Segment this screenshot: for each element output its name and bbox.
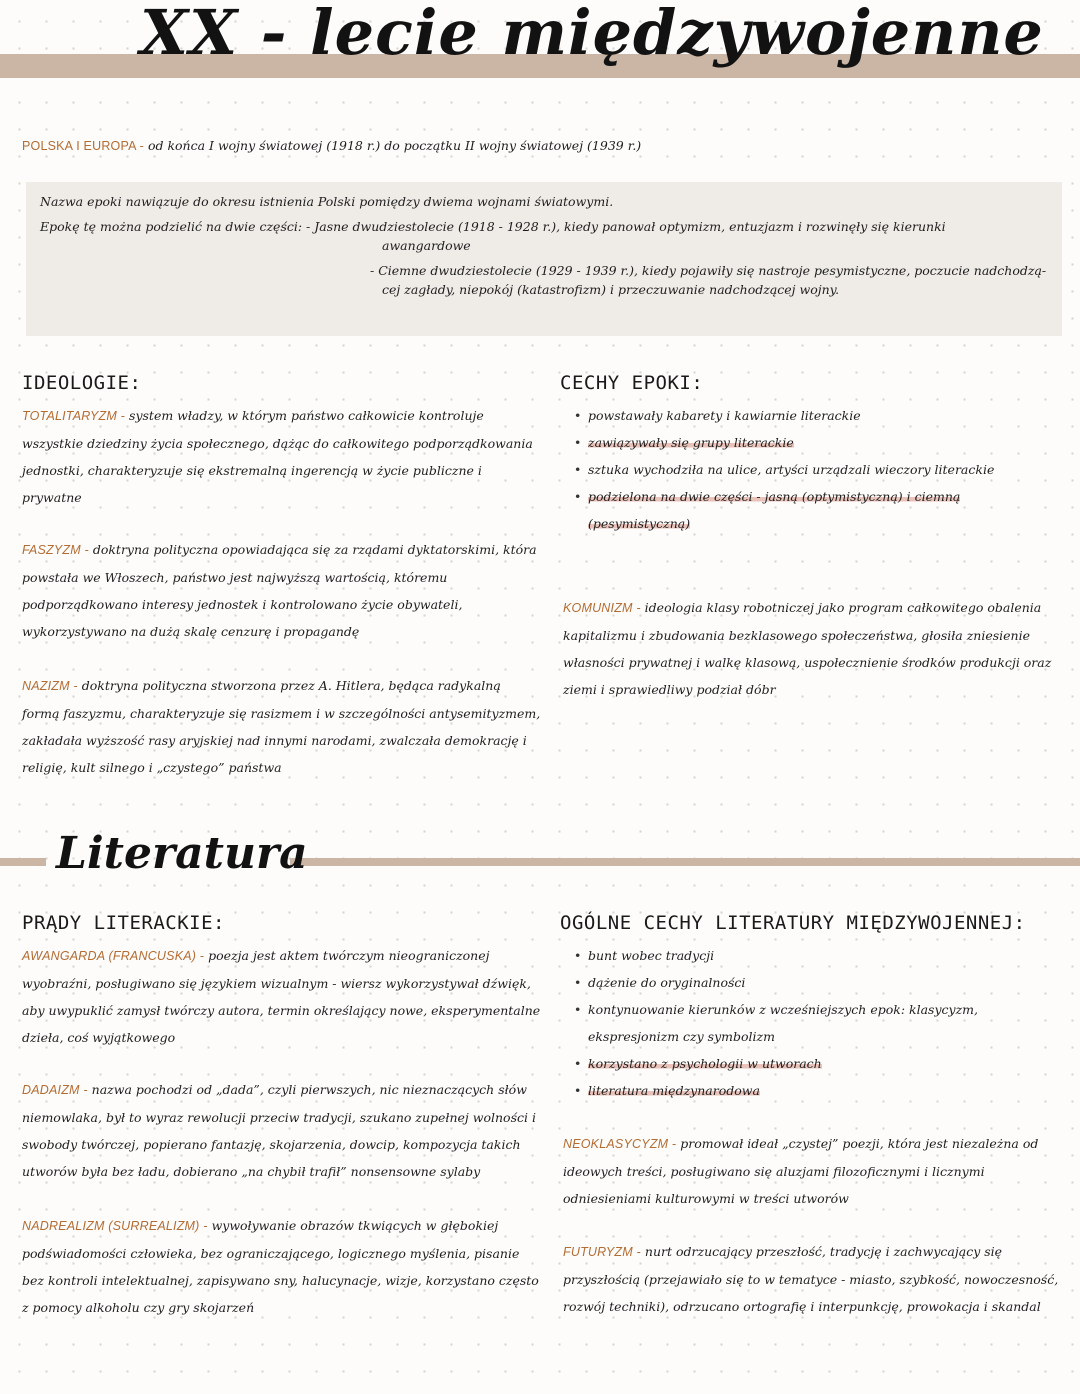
era-line-3b: cej zagłady, niepokój (katastrofizm) i przeczuwanie nadchodzącej wojny. — [382, 282, 840, 297]
awangarda-entry — [22, 942, 542, 1051]
prady-heading: PRĄDY LITERACKIE: — [22, 912, 225, 934]
totalitaryzm-label: TOTALITARYZM - — [22, 409, 126, 423]
list-item: • literatura międzynarodowa — [574, 1077, 1066, 1104]
list-item: • dążenie do oryginalności — [574, 969, 1066, 996]
literatura-divider-left — [0, 858, 46, 866]
ogolne-cechy-heading: OGÓLNE CECHY LITERATURY MIĘDZYWOJENNEJ: — [560, 912, 1026, 934]
komunizm-label: KOMUNIZM - — [563, 601, 641, 615]
era-line-2b: awangardowe — [382, 238, 471, 253]
literatura-divider-right — [290, 858, 1080, 866]
komunizm-text: ideologia klasy robotniczej jako program całkowitego obalenia kapitalizmu i zbudowania bezklasowego społeczeństwa, głosiła zniesienie własności prywatnej i walkę klasową, uspołecznienie środków produkcji oraz ziemi i sprawiedliwy podział dóbr — [563, 600, 1052, 697]
faszyzm-label: FASZYZM - — [22, 543, 89, 557]
era-description-box — [26, 182, 1062, 336]
ogolne-cechy-list-wrap — [574, 942, 1066, 1104]
list-item: • bunt wobec tradycji — [574, 942, 1066, 969]
neoklasycyzm-label: NEOKLASYCYZM - — [563, 1137, 677, 1151]
komunizm-entry — [563, 594, 1063, 703]
futuryzm-label: FUTURYZM - — [563, 1245, 641, 1259]
neoklasycyzm-entry — [563, 1130, 1063, 1212]
neoklasycyzm-text: promował ideał „czystej” poezji, która jest niezależna od ideowych treści, posługiwano się aluzjami filozoficznymi i licznymi odniesieniami kulturowymi w treści utworów — [563, 1136, 1039, 1206]
list-item: • powstawały kabarety i kawiarnie literackie — [574, 402, 1064, 429]
ideologie-heading: IDEOLOGIE: — [22, 372, 142, 394]
dadaizm-label: DADAIZM - — [22, 1083, 88, 1097]
awangarda-text: poezja jest aktem twórczym nieograniczonej wyobraźni, posługiwano się językiem wizualnym - wiersz wykorzystywał dźwięk, aby uwypuklić zamysł twórczy autora, termin określający nowe, eksperymentalne dzieła, coś wyjątkowego — [22, 948, 541, 1045]
totalitaryzm-entry — [22, 402, 542, 511]
cechy-epoki-heading: CECHY EPOKI: — [560, 372, 704, 394]
awangarda-label: AWANGARDA (FRANCUSKA) - — [22, 949, 205, 963]
cechy-epoki-list — [574, 402, 1064, 537]
list-item: • kontynuowanie kierunków z wcześniejszych epok: klasycyzm, ekspresjonizm czy symbolizm — [574, 996, 1066, 1050]
period-label: POLSKA I EUROPA - — [22, 139, 144, 153]
literatura-title: Literatura — [56, 828, 308, 879]
totalitaryzm-text: system władzy, w którym państwo całkowicie kontroluje wszystkie dziedziny życia społecznego, dążąc do całkowitego podporządkowania jednostki, charakteryzuje się ekstremalną ingerencją w życie publiczne i prywatne — [22, 408, 533, 505]
cechy-epoki-list-wrap — [574, 402, 1064, 537]
era-line-3: - Ciemne dwudziestolecie (1929 - 1939 r.), kiedy pojawiły się nastroje pesymistyczne, poczucie nadchodzą- — [370, 263, 1047, 278]
list-item: • korzystano z psychologii w utworach — [574, 1050, 1066, 1077]
nadrealizm-text: wywoływanie obrazów tkwiących w głębokiej podświadomości człowieka, bez ograniczającego, logicznego myślenia, pisanie bez kontroli intelektualnej, zapisywano sny, halucynacje, wizje, korzystano często z pomocy alkoholu czy gry skojarzeń — [22, 1218, 539, 1315]
list-item: • zawiązywały się grupy literackie — [574, 429, 1064, 456]
dadaizm-entry — [22, 1076, 542, 1185]
futuryzm-text: nurt odrzucający przeszłość, tradycję i zachwycający się przyszłością (przejawiało się to w tematyce - miasto, szybkość, nowoczesność, rozwój techniki), odrzucano ortografię i interpunkcję, prowokacja i skandal — [563, 1244, 1059, 1314]
nazizm-label: NAZIZM - — [22, 679, 78, 693]
page-title: XX - lecie międzywojenne — [140, 0, 1044, 69]
futuryzm-entry — [563, 1238, 1063, 1320]
nazizm-text: doktryna polityczna stworzona przez A. Hitlera, będąca radykalną formą faszyzmu, charakteryzuje się rasizmem i w szczególności antysemityzmem, zakładała wyższość rasy aryjskiej nad innymi narodami, zwalczała demokrację i religię, kult silnego i „czystego” państwa — [22, 678, 541, 775]
dadaizm-text: nazwa pochodzi od „dada”, czyli pierwszych, nic nieznaczących słów niemowlaka, był to wyraz rewolucji przeciw tradycji, szukano zupełnej wolności i swobody twórczej, popierano fantazję, skojarzenia, dowcip, kompozycja takich utworów była bez ładu, dobierano „na chybił trafił” nonsensowne sylaby — [22, 1082, 536, 1179]
faszyzm-text: doktryna polityczna opowiadająca się za rządami dyktatorskimi, która powstała we Włoszech, państwo jest najwyższą wartością, któremu podporządkowano interesy jednostek i kontrolowano życie obywateli, wykorzystywano na dużą skalę cenzurę i propagandę — [22, 542, 537, 639]
era-line-2: Epokę tę można podzielić na dwie części: - Jasne dwudziestolecie (1918 - 1928 r.), kiedy panował optymizm, entuzjazm i rozwinęły się kierunki — [40, 219, 946, 234]
ogolne-cechy-list — [574, 942, 1066, 1104]
period-text: od końca I wojny światowej (1918 r.) do początku II wojny światowej (1939 r.) — [147, 138, 642, 153]
list-item: • sztuka wychodziła na ulice, artyści urządzali wieczory literackie — [574, 456, 1064, 483]
nadrealizm-entry — [22, 1212, 542, 1321]
nadrealizm-label: NADREALIZM (SURREALIZM) - — [22, 1219, 208, 1233]
era-line-1: Nazwa epoki nawiązuje do okresu istnienia Polski pomiędzy dwiema wojnami światowymi. — [40, 194, 614, 209]
faszyzm-entry — [22, 536, 547, 645]
nazizm-entry — [22, 672, 542, 781]
period-line — [22, 138, 641, 153]
list-item: • podzielona na dwie części - jasną (optymistyczną) i ciemną (pesymistyczną) — [574, 483, 1064, 537]
